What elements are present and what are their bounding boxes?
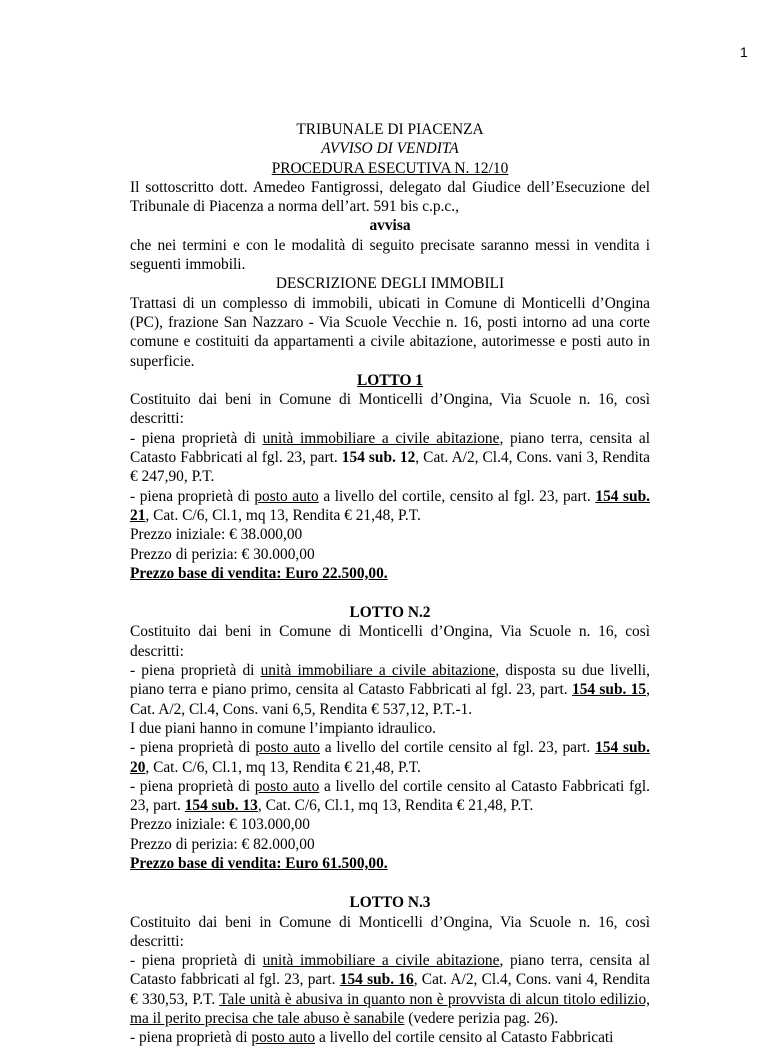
lot2-intro: Costituito dai beni in Comune di Monticelli d’Ongina, Via Scuole n. 16, così descritti: — [130, 623, 650, 660]
intro-paragraph: Il sottoscritto dott. Amedeo Fantigrossi, delegato dal Giudice dell’Esecuzione del Tribunale di Piacenza a norma dell’art. 591 bis c.p.c., — [130, 178, 650, 216]
lot2-item-2: - piena proprietà di posto auto a livello del cortile censito al fgl. 23, part. 154 sub. 20, Cat. C/6, Cl.1, mq 13, Rendita € 21,48, P.T. — [130, 739, 650, 776]
lot1-base-price: Prezzo base di vendita: Euro 22.500,00. — [130, 564, 388, 582]
avvisa-heading: avvisa — [369, 217, 411, 235]
lot2-base-price: Prezzo base di vendita: Euro 61.500,00. — [130, 854, 388, 872]
document-body — [130, 120, 650, 1048]
lot1-intro: Costituito dai beni in Comune di Monticelli d’Ongina, Via Scuole n. 16, così descritti: — [130, 391, 650, 428]
lot1-initial-price: Prezzo iniziale: € 38.000,00 — [130, 526, 303, 544]
lot3-intro: Costituito dai beni in Comune di Monticelli d’Ongina, Via Scuole n. 16, così descritti: — [130, 913, 650, 950]
intro-paragraph-2: che nei termini e con le modalità di seguito precisate saranno messi in vendita i seguenti immobili. — [130, 236, 650, 274]
lot1-item-2: - piena proprietà di posto auto a livello del cortile, censito al fgl. 23, part. 154 sub. 21, Cat. C/6, Cl.1, mq 13, Rendita € 21,48, P.T. — [130, 487, 650, 524]
lot2-title: LOTTO N.2 — [349, 604, 431, 622]
lot1-item-1: - piena proprietà di unità immobiliare a civile abitazione, piano terra, censita al Catasto Fabbricati al fgl. 23, part. 154 sub. 12, Cat. A/2, Cl.4, Cons. vani 3, Rendita € 247,90, P.T. — [130, 429, 650, 486]
lot2-initial-price: Prezzo iniziale: € 103.000,00 — [130, 816, 310, 834]
description-paragraph: Trattasi di un complesso di immobili, ubicati in Comune di Monticelli d’Ongina (PC), frazione San Nazzaro - Via Scuole Vecchie n. 16, posti intorno ad una corte comune e costituiti da appartamenti a civile abitazione, autorimesse e posti auto in superficie. — [130, 294, 650, 370]
lot2-appraisal-price: Prezzo di perizia: € 82.000,00 — [130, 835, 315, 853]
lot2-item-3: - piena proprietà di posto auto a livello del cortile censito al Catasto Fabbricati fgl. 23, part. 154 sub. 13, Cat. C/6, Cl.1, mq 13, Rendita € 21,48, P.T. — [130, 777, 650, 815]
lot1-appraisal-price: Prezzo di perizia: € 30.000,00 — [130, 545, 315, 563]
notice-title: AVVISO DI VENDITA — [321, 140, 459, 158]
lot3-item-2: - piena proprietà di posto auto a livello del cortile censito al Catasto Fabbricati — [130, 1029, 614, 1047]
procedure-title: PROCEDURA ESECUTIVA N. 12/10 — [271, 159, 509, 177]
lot2-note: I due piani hanno in comune l’impianto idraulico. — [130, 719, 437, 737]
court-title: TRIBUNALE DI PIACENZA — [296, 121, 484, 138]
lot3-title: LOTTO N.3 — [349, 894, 431, 912]
lot1-title: LOTTO 1 — [356, 371, 423, 389]
description-title: DESCRIZIONE DEGLI IMMOBILI — [275, 275, 505, 293]
lot2-item-1: - piena proprietà di unità immobiliare a civile abitazione, disposta su due livelli, piano terra e piano primo, censita al Catasto Fabbricati al fgl. 23, part. 154 sub. 15, Cat. A/2, Cl.4, Cons. vani 6,5, Rendita € 537,12, P.T.-1. — [130, 662, 650, 718]
lot3-item-1: - piena proprietà di unità immobiliare a civile abitazione, piano terra, censita al Catasto fabbricati al fgl. 23, part. 154 sub. 16, Cat. A/2, Cl.4, Cons. vani 4, Rendita € 330,53, P.T. Tale unità è abusiva in quanto non è provvista di alcun titolo edilizio, ma il perito precisa che tale abuso è sanabile (vedere perizia pag. 26). — [130, 952, 650, 1028]
page-number: 1 — [740, 44, 748, 60]
